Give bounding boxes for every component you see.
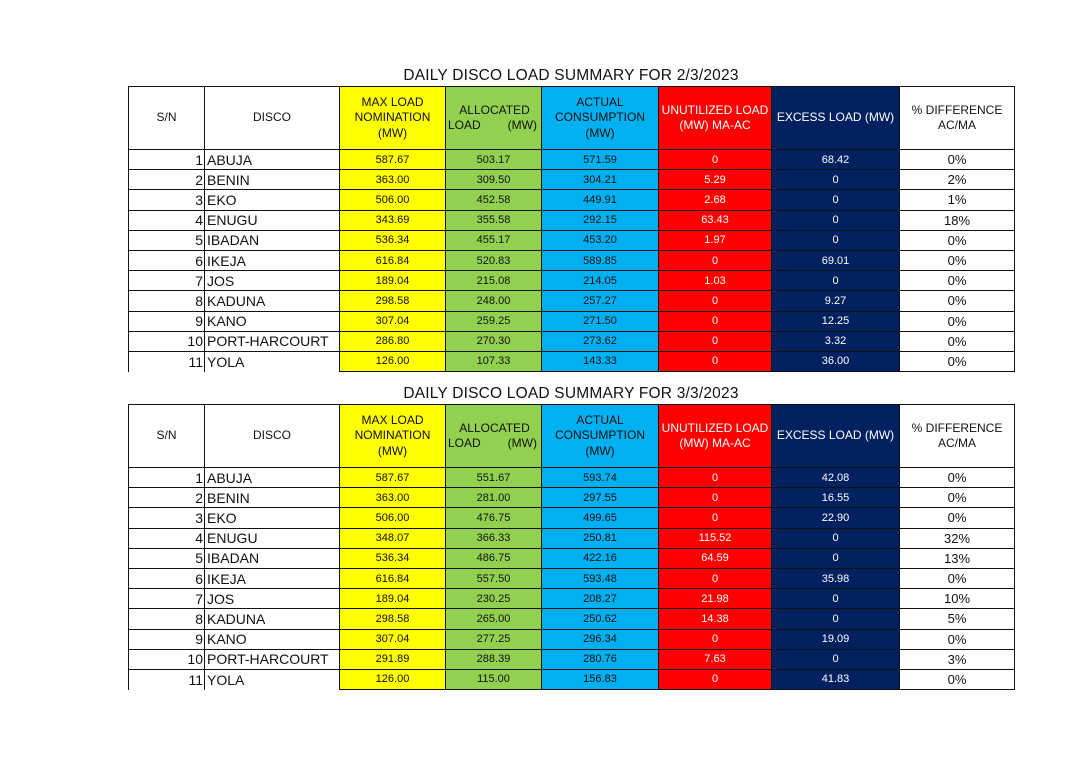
- serial-number-cell: 7: [129, 271, 205, 291]
- serial-number-cell: 1: [129, 150, 205, 170]
- excess-load-cell: 0: [772, 548, 900, 568]
- disco-name-cell: ENUGU: [205, 210, 340, 230]
- header-actual: ACTUAL CONSUMPTION (MW): [542, 405, 659, 468]
- pct-difference-cell: 0%: [900, 230, 1015, 250]
- disco-name-cell: IKEJA: [205, 250, 340, 270]
- pct-difference-cell: 13%: [900, 548, 1015, 568]
- unutilized-load-cell: 0: [659, 351, 772, 371]
- allocated-load-cell: 520.83: [446, 250, 542, 270]
- header-allocated-unit: (MW): [507, 118, 537, 132]
- serial-number-cell: 8: [129, 291, 205, 311]
- pct-difference-cell: 0%: [900, 311, 1015, 331]
- pct-difference-cell: 3%: [900, 649, 1015, 669]
- max-load-cell: 343.69: [340, 210, 446, 230]
- pct-difference-cell: 0%: [900, 568, 1015, 588]
- serial-number-cell: 9: [129, 629, 205, 649]
- table-row: [129, 311, 1015, 331]
- header-row: [129, 405, 1015, 468]
- actual-consumption-cell: 453.20: [542, 230, 659, 250]
- actual-consumption-cell: 304.21: [542, 170, 659, 190]
- allocated-load-cell: 309.50: [446, 170, 542, 190]
- header-pct-diff: % DIFFERENCE AC/MA: [900, 87, 1015, 150]
- disco-name-cell: YOLA: [205, 669, 340, 689]
- pct-difference-cell: 0%: [900, 351, 1015, 371]
- pct-difference-cell: 18%: [900, 210, 1015, 230]
- allocated-load-cell: 270.30: [446, 331, 542, 351]
- max-load-cell: 298.58: [340, 609, 446, 629]
- header-allocated: [446, 405, 542, 468]
- table-row: [129, 488, 1015, 508]
- disco-name-cell: IBADAN: [205, 548, 340, 568]
- actual-consumption-cell: 250.81: [542, 528, 659, 548]
- allocated-load-cell: 215.08: [446, 271, 542, 291]
- unutilized-load-cell: 14.38: [659, 609, 772, 629]
- table-row: [129, 210, 1015, 230]
- serial-number-cell: 4: [129, 210, 205, 230]
- pct-difference-cell: 32%: [900, 528, 1015, 548]
- excess-load-cell: 0: [772, 230, 900, 250]
- serial-number-cell: 4: [129, 528, 205, 548]
- allocated-load-cell: 452.58: [446, 190, 542, 210]
- actual-consumption-cell: 296.34: [542, 629, 659, 649]
- header-allocated-line1: ALLOCATED: [459, 102, 530, 117]
- allocated-load-cell: 476.75: [446, 508, 542, 528]
- max-load-cell: 286.80: [340, 331, 446, 351]
- actual-consumption-cell: 589.85: [542, 250, 659, 270]
- actual-consumption-cell: 499.65: [542, 508, 659, 528]
- disco-name-cell: PORT-HARCOURT: [205, 649, 340, 669]
- serial-number-cell: 9: [129, 311, 205, 331]
- actual-consumption-cell: 156.83: [542, 669, 659, 689]
- disco-name-cell: BENIN: [205, 170, 340, 190]
- table-row: [129, 331, 1015, 351]
- pct-difference-cell: 0%: [900, 669, 1015, 689]
- max-load-cell: 616.84: [340, 568, 446, 588]
- disco-name-cell: JOS: [205, 271, 340, 291]
- max-load-cell: 536.34: [340, 548, 446, 568]
- max-load-cell: 587.67: [340, 468, 446, 488]
- disco-name-cell: ENUGU: [205, 528, 340, 548]
- allocated-load-cell: 486.75: [446, 548, 542, 568]
- excess-load-cell: 0: [772, 190, 900, 210]
- unutilized-load-cell: 7.63: [659, 649, 772, 669]
- table-body: [129, 468, 1015, 690]
- table-body: [129, 150, 1015, 372]
- header-allocated-line1: ALLOCATED: [459, 420, 530, 435]
- allocated-load-cell: 366.33: [446, 528, 542, 548]
- max-load-cell: 348.07: [340, 528, 446, 548]
- load-summary-table: [128, 86, 1015, 372]
- actual-consumption-cell: 280.76: [542, 649, 659, 669]
- excess-load-cell: 0: [772, 649, 900, 669]
- allocated-load-cell: 455.17: [446, 230, 542, 250]
- disco-name-cell: ABUJA: [205, 150, 340, 170]
- pct-difference-cell: 0%: [900, 150, 1015, 170]
- table-row: [129, 548, 1015, 568]
- disco-name-cell: EKO: [205, 190, 340, 210]
- excess-load-cell: 22.90: [772, 508, 900, 528]
- pct-difference-cell: 0%: [900, 331, 1015, 351]
- load-summary-table: [128, 404, 1015, 690]
- excess-load-cell: 0: [772, 210, 900, 230]
- max-load-cell: 298.58: [340, 291, 446, 311]
- unutilized-load-cell: 0: [659, 311, 772, 331]
- excess-load-cell: 9.27: [772, 291, 900, 311]
- allocated-load-cell: 107.33: [446, 351, 542, 371]
- table-title: DAILY DISCO LOAD SUMMARY FOR 3/3/2023: [403, 385, 739, 402]
- serial-number-cell: 6: [129, 568, 205, 588]
- load-summary-section-1: [128, 66, 1014, 372]
- excess-load-cell: 19.09: [772, 629, 900, 649]
- header-disco: DISCO: [205, 405, 340, 468]
- actual-consumption-cell: 292.15: [542, 210, 659, 230]
- actual-consumption-cell: 449.91: [542, 190, 659, 210]
- header-allocated-load: LOAD: [448, 118, 481, 132]
- table-row: [129, 649, 1015, 669]
- disco-name-cell: KADUNA: [205, 291, 340, 311]
- max-load-cell: 189.04: [340, 271, 446, 291]
- unutilized-load-cell: 2.68: [659, 190, 772, 210]
- pct-difference-cell: 0%: [900, 250, 1015, 270]
- actual-consumption-cell: 143.33: [542, 351, 659, 371]
- header-pct-diff: % DIFFERENCE AC/MA: [900, 405, 1015, 468]
- header-row: [129, 87, 1015, 150]
- header-disco: DISCO: [205, 87, 340, 150]
- max-load-cell: 616.84: [340, 250, 446, 270]
- excess-load-cell: 41.83: [772, 669, 900, 689]
- excess-load-cell: 68.42: [772, 150, 900, 170]
- serial-number-cell: 11: [129, 351, 205, 371]
- header-unutilized: UNUTILIZED LOAD (MW) MA-AC: [659, 405, 772, 468]
- serial-number-cell: 10: [129, 331, 205, 351]
- disco-name-cell: PORT-HARCOURT: [205, 331, 340, 351]
- table-row: [129, 190, 1015, 210]
- table-title: DAILY DISCO LOAD SUMMARY FOR 2/3/2023: [403, 67, 739, 84]
- table-row: [129, 589, 1015, 609]
- disco-name-cell: KANO: [205, 629, 340, 649]
- actual-consumption-cell: 593.48: [542, 568, 659, 588]
- header-allocated-unit: (MW): [507, 436, 537, 450]
- table-row: [129, 150, 1015, 170]
- unutilized-load-cell: 0: [659, 250, 772, 270]
- header-excess: EXCESS LOAD (MW): [772, 87, 900, 150]
- unutilized-load-cell: 0: [659, 669, 772, 689]
- max-load-cell: 363.00: [340, 488, 446, 508]
- header-allocated: [446, 87, 542, 150]
- allocated-load-cell: 557.50: [446, 568, 542, 588]
- max-load-cell: 536.34: [340, 230, 446, 250]
- disco-name-cell: KANO: [205, 311, 340, 331]
- header-allocated-line2: [448, 436, 541, 452]
- serial-number-cell: 8: [129, 609, 205, 629]
- disco-name-cell: YOLA: [205, 351, 340, 371]
- table-row: [129, 351, 1015, 371]
- unutilized-load-cell: 115.52: [659, 528, 772, 548]
- disco-name-cell: IKEJA: [205, 568, 340, 588]
- header-excess: EXCESS LOAD (MW): [772, 405, 900, 468]
- max-load-cell: 307.04: [340, 311, 446, 331]
- unutilized-load-cell: 0: [659, 331, 772, 351]
- actual-consumption-cell: 422.16: [542, 548, 659, 568]
- allocated-load-cell: 288.39: [446, 649, 542, 669]
- table-row: [129, 291, 1015, 311]
- pct-difference-cell: 0%: [900, 629, 1015, 649]
- table-row: [129, 250, 1015, 270]
- unutilized-load-cell: 0: [659, 629, 772, 649]
- disco-name-cell: IBADAN: [205, 230, 340, 250]
- pct-difference-cell: 0%: [900, 508, 1015, 528]
- disco-name-cell: ABUJA: [205, 468, 340, 488]
- excess-load-cell: 69.01: [772, 250, 900, 270]
- unutilized-load-cell: 0: [659, 468, 772, 488]
- header-unutilized: UNUTILIZED LOAD (MW) MA-AC: [659, 87, 772, 150]
- actual-consumption-cell: 214.05: [542, 271, 659, 291]
- excess-load-cell: 0: [772, 528, 900, 548]
- actual-consumption-cell: 257.27: [542, 291, 659, 311]
- load-summary-section-2: [128, 384, 1014, 690]
- serial-number-cell: 2: [129, 488, 205, 508]
- pct-difference-cell: 0%: [900, 468, 1015, 488]
- header-allocated-load: LOAD: [448, 436, 481, 450]
- actual-consumption-cell: 593.74: [542, 468, 659, 488]
- allocated-load-cell: 230.25: [446, 589, 542, 609]
- excess-load-cell: 0: [772, 170, 900, 190]
- excess-load-cell: 3.32: [772, 331, 900, 351]
- header-sn: S/N: [129, 405, 205, 468]
- unutilized-load-cell: 0: [659, 488, 772, 508]
- serial-number-cell: 3: [129, 508, 205, 528]
- disco-name-cell: EKO: [205, 508, 340, 528]
- excess-load-cell: 42.08: [772, 468, 900, 488]
- actual-consumption-cell: 273.62: [542, 331, 659, 351]
- pct-difference-cell: 5%: [900, 609, 1015, 629]
- serial-number-cell: 7: [129, 589, 205, 609]
- table-row: [129, 669, 1015, 689]
- unutilized-load-cell: 0: [659, 291, 772, 311]
- pct-difference-cell: 10%: [900, 589, 1015, 609]
- serial-number-cell: 1: [129, 468, 205, 488]
- max-load-cell: 506.00: [340, 190, 446, 210]
- excess-load-cell: 35.98: [772, 568, 900, 588]
- max-load-cell: 307.04: [340, 629, 446, 649]
- disco-name-cell: BENIN: [205, 488, 340, 508]
- table-row: [129, 508, 1015, 528]
- table-row: [129, 271, 1015, 291]
- allocated-load-cell: 355.58: [446, 210, 542, 230]
- actual-consumption-cell: 208.27: [542, 589, 659, 609]
- max-load-cell: 291.89: [340, 649, 446, 669]
- actual-consumption-cell: 571.59: [542, 150, 659, 170]
- allocated-load-cell: 503.17: [446, 150, 542, 170]
- allocated-load-cell: 281.00: [446, 488, 542, 508]
- serial-number-cell: 2: [129, 170, 205, 190]
- allocated-load-cell: 248.00: [446, 291, 542, 311]
- actual-consumption-cell: 271.50: [542, 311, 659, 331]
- header-max-load: MAX LOAD NOMINATION (MW): [340, 405, 446, 468]
- allocated-load-cell: 259.25: [446, 311, 542, 331]
- serial-number-cell: 10: [129, 649, 205, 669]
- unutilized-load-cell: 21.98: [659, 589, 772, 609]
- allocated-load-cell: 551.67: [446, 468, 542, 488]
- header-sn: S/N: [129, 87, 205, 150]
- table-row: [129, 170, 1015, 190]
- max-load-cell: 126.00: [340, 351, 446, 371]
- disco-name-cell: JOS: [205, 589, 340, 609]
- excess-load-cell: 0: [772, 589, 900, 609]
- allocated-load-cell: 277.25: [446, 629, 542, 649]
- pct-difference-cell: 0%: [900, 291, 1015, 311]
- excess-load-cell: 0: [772, 271, 900, 291]
- pct-difference-cell: 0%: [900, 488, 1015, 508]
- table-row: [129, 528, 1015, 548]
- header-actual: ACTUAL CONSUMPTION (MW): [542, 87, 659, 150]
- unutilized-load-cell: 1.03: [659, 271, 772, 291]
- unutilized-load-cell: 1.97: [659, 230, 772, 250]
- pct-difference-cell: 1%: [900, 190, 1015, 210]
- serial-number-cell: 11: [129, 669, 205, 689]
- table-row: [129, 468, 1015, 488]
- pct-difference-cell: 0%: [900, 271, 1015, 291]
- unutilized-load-cell: 63.43: [659, 210, 772, 230]
- header-max-load: MAX LOAD NOMINATION (MW): [340, 87, 446, 150]
- excess-load-cell: 12.25: [772, 311, 900, 331]
- serial-number-cell: 6: [129, 250, 205, 270]
- unutilized-load-cell: 0: [659, 150, 772, 170]
- allocated-load-cell: 265.00: [446, 609, 542, 629]
- pct-difference-cell: 2%: [900, 170, 1015, 190]
- max-load-cell: 587.67: [340, 150, 446, 170]
- serial-number-cell: 3: [129, 190, 205, 210]
- excess-load-cell: 0: [772, 609, 900, 629]
- max-load-cell: 126.00: [340, 669, 446, 689]
- excess-load-cell: 16.55: [772, 488, 900, 508]
- unutilized-load-cell: 0: [659, 508, 772, 528]
- max-load-cell: 363.00: [340, 170, 446, 190]
- table-row: [129, 629, 1015, 649]
- unutilized-load-cell: 64.59: [659, 548, 772, 568]
- allocated-load-cell: 115.00: [446, 669, 542, 689]
- max-load-cell: 189.04: [340, 589, 446, 609]
- table-row: [129, 230, 1015, 250]
- disco-name-cell: KADUNA: [205, 609, 340, 629]
- actual-consumption-cell: 250.62: [542, 609, 659, 629]
- table-row: [129, 568, 1015, 588]
- table-row: [129, 609, 1015, 629]
- max-load-cell: 506.00: [340, 508, 446, 528]
- serial-number-cell: 5: [129, 548, 205, 568]
- excess-load-cell: 36.00: [772, 351, 900, 371]
- header-allocated-line2: [448, 118, 541, 134]
- unutilized-load-cell: 0: [659, 568, 772, 588]
- actual-consumption-cell: 297.55: [542, 488, 659, 508]
- unutilized-load-cell: 5.29: [659, 170, 772, 190]
- serial-number-cell: 5: [129, 230, 205, 250]
